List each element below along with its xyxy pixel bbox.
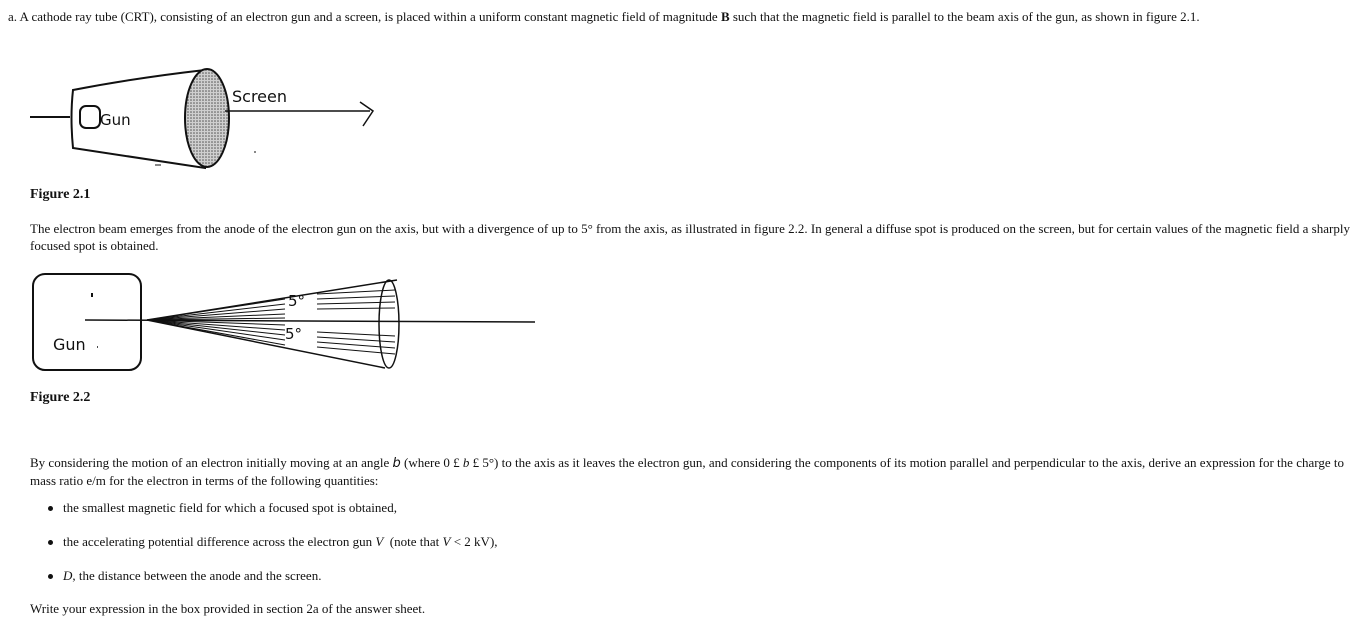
intro-prefix: a. A cathode ray tube (CRT), consisting of an electron gun and a screen, is placed within a uniform constant magnetic field of magnitude	[8, 9, 721, 24]
paragraph3-middle: (where 0 £	[400, 455, 463, 470]
screen-label: Screen	[232, 87, 288, 106]
bullet-text: the accelerating potential difference across the electron gun	[63, 534, 373, 549]
list-item	[48, 500, 397, 516]
bullet-icon	[48, 574, 53, 579]
figure-2-2-caption: Figure 2.2	[30, 390, 91, 405]
paragraph-derive	[30, 454, 1365, 489]
bullet-text: the smallest magnetic field for which a focused spot is obtained,	[63, 500, 397, 515]
distance-symbol: D	[63, 568, 73, 583]
angle-label-bottom: 5°	[285, 325, 303, 343]
list-item	[48, 534, 498, 550]
figure-2-1-diagram	[25, 60, 405, 180]
gun-label: Gun	[100, 111, 131, 129]
note-prefix: (note that	[389, 534, 443, 549]
screen-ellipse-2	[379, 280, 399, 368]
list-item: D, the distance between the anode and the screen.	[48, 568, 321, 584]
gun-box	[80, 106, 100, 128]
figure-2-1-caption: Figure 2.1	[30, 187, 91, 202]
voltage-symbol-note: V	[442, 534, 451, 549]
figure-2-2-diagram	[25, 268, 545, 378]
angle-symbol-2: b	[462, 455, 470, 470]
paragraph3-prefix: By considering the motion of an electron initially moving at an angle	[30, 455, 393, 470]
bullet-icon	[48, 506, 53, 511]
voltage-symbol: V	[375, 534, 384, 549]
bullet-text: the distance between the anode and the screen.	[78, 568, 322, 583]
angle-label-top: 5°	[288, 292, 306, 310]
note-suffix: < 2 kV),	[450, 534, 498, 549]
gun-label-2: Gun	[53, 335, 86, 354]
paragraph3-suffix: £ 5°) to the axis as it leaves the electron gun, and considering the components of its motion parallel and perpendicular to the axis, derive an expression for the charge to mass ratio e/m for the electron in terms of the following quantities:	[30, 455, 1344, 488]
intro-suffix: such that the magnetic field is parallel to the beam axis of the gun, as shown in figure 2.1.	[729, 9, 1200, 24]
intro-text	[8, 8, 1200, 25]
bullet-icon	[48, 540, 53, 545]
closing-instruction: Write your expression in the box provided in section 2a of the answer sheet.	[30, 601, 426, 616]
electron-ray-fan	[147, 280, 397, 368]
screen-ellipse	[185, 69, 229, 167]
arrow-head-icon	[360, 102, 373, 126]
angle-symbol: b	[392, 456, 401, 471]
paragraph-divergence: The electron beam emerges from the anode of the electron gun on the axis, but with a divergence of up to 5° from the axis, as illustrated in figure 2.2. In general a diffuse spot is produced on the screen, but for certain values of the magnetic field a sharply focused spot is obtained.	[30, 221, 1350, 253]
field-symbol-B: B	[720, 9, 730, 24]
gun-box-2	[33, 274, 141, 370]
